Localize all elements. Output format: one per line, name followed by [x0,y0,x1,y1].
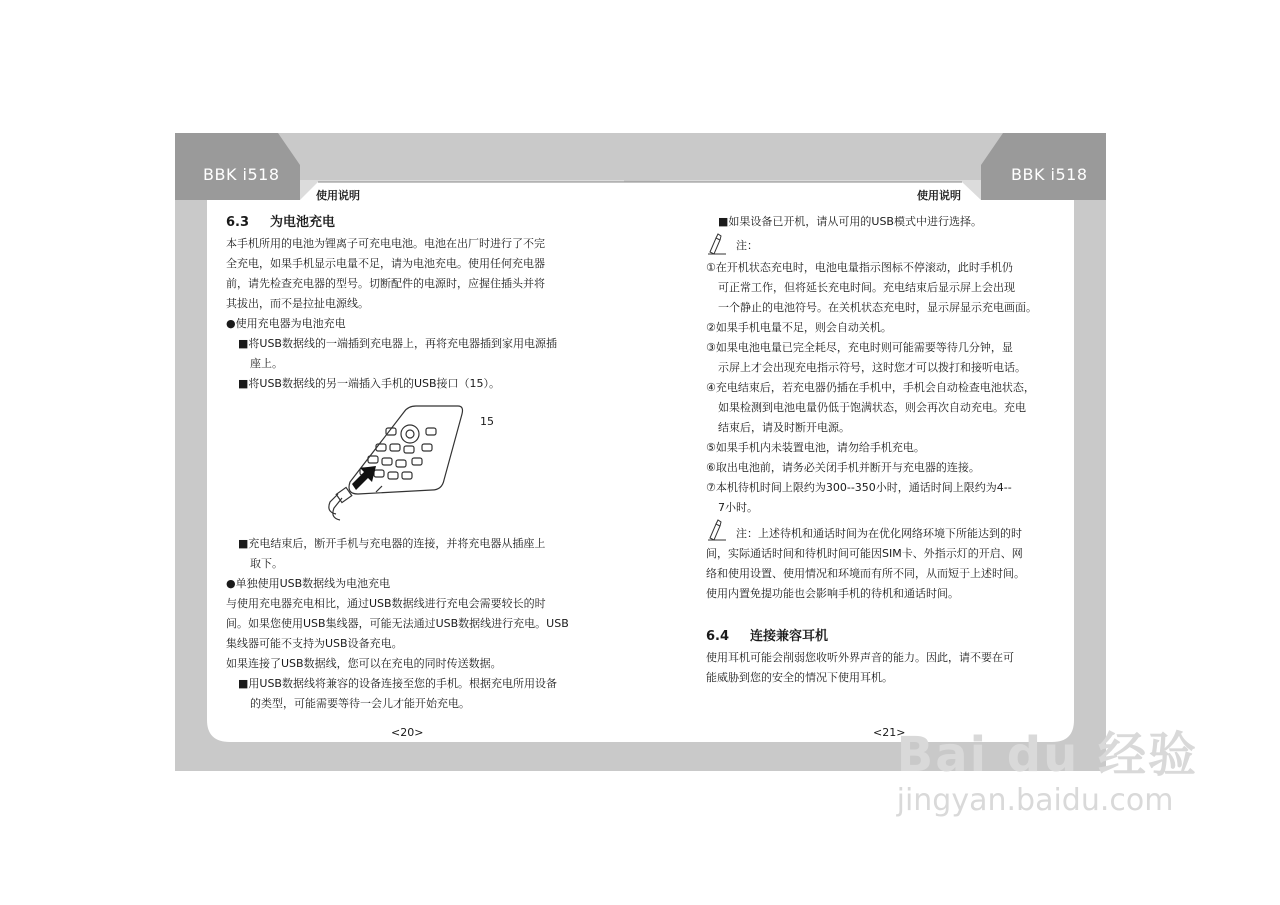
section-heading-6-4 [706,626,1062,648]
right-page-content [706,212,1062,688]
note-line: 7小时。 [718,501,758,514]
para-line: 能威胁到您的安全的情况下使用耳机。 [706,671,893,684]
para-line: 间。如果您使用USB集线器，可能无法通过USB数据线进行充电。USB [226,617,569,630]
note2-line: 间，实际通话时间和待机时间可能因SIM卡、外指示灯的开启、网 [706,547,1023,560]
bullet-charger: ●使用充电器为电池充电 [226,317,346,330]
step-line: 的类型，可能需要等待一会儿才能开始充电。 [250,697,470,710]
para-line: 与使用充电器充电相比，通过USB数据线进行充电会需要较长的时 [226,597,546,610]
page-number-left: <20> [391,726,424,739]
note2-line: 使用内置免提功能也会影响手机的待机和通话时间。 [706,587,959,600]
page-header-right: 使用说明 [917,189,961,202]
figure-callout-15: 15 [480,415,494,428]
note-line: 一个静止的电池符号。在关机状态充电时，显示屏显示充电画面。 [718,301,1037,314]
intro-line: 前，请先检查充电器的型号。切断配件的电源时，应握住插头并将 [226,277,545,290]
step-line: ■将USB数据线的一端插到充电器上，再将充电器插到家用电源插 [238,337,557,350]
note-line: ①在开机状态充电时，电池电量指示图标不停滚动，此时手机仍 [706,261,1013,274]
intro-line: 全充电，如果手机显示电量不足，请为电池充电。使用任何充电器 [226,257,545,270]
watermark-brand: Bai du 经验 [896,727,1198,783]
step-line: 取下。 [250,557,283,570]
note-line: ③如果电池电量已完全耗尽，充电时则可能需要等待几分钟，显 [706,341,1013,354]
note2-first-line [706,524,1062,544]
step-line: ■充电结束后，断开手机与充电器的连接，并将充电器从插座上 [238,537,546,550]
para-line: 集线器可能不支持为USB设备充电。 [226,637,403,650]
phone-charging-figure [226,394,586,534]
step-line: ■如果设备已开机，请从可用的USB模式中进行选择。 [718,215,982,228]
note-line: 可正常工作，但将延长充电时间。充电结束后显示屏上会出现 [718,281,1015,294]
page-header-left: 使用说明 [316,189,360,202]
note-line: ⑦本机待机时间上限约为300--350小时，通话时间上限约为4-- [706,481,1012,494]
note-label: 注： [736,239,758,252]
note-pen-icon [706,518,730,542]
note-line: ⑤如果手机内未装置电池，请勿给手机充电。 [706,441,925,454]
bullet-usb: ●单独使用USB数据线为电池充电 [226,577,391,590]
para-line: 如果连接了USB数据线，您可以在充电的同时传送数据。 [226,657,502,670]
phone-illustration [226,394,586,534]
note-line: 示屏上才会出现充电指示符号，这时您才可以拨打和接听电话。 [718,361,1026,374]
para-line: 使用耳机可能会削弱您收听外界声音的能力。因此，请不要在可 [706,651,1014,664]
section-heading-6-3 [226,212,586,234]
step-line: ■用USB数据线将兼容的设备连接至您的手机。根据充电所用设备 [238,677,557,690]
intro-line: 本手机所用的电池为锂离子可充电电池。电池在出厂时进行了不完 [226,237,545,250]
step-line: ■将USB数据线的另一端插入手机的USB接口（15）。 [238,377,501,390]
section-number: 6.3 [226,215,250,230]
section-title: 连接兼容耳机 [750,629,829,644]
note-line: 如果检测到电池电量仍低于饱满状态，则会再次自动充电。充电 [718,401,1026,414]
note-line: ④充电结束后，若充电器仍插在手机中，手机会自动检查电池状态， [706,381,1035,394]
left-page-content [226,212,586,714]
intro-line: 其拔出，而不是拉扯电源线。 [226,297,369,310]
brand-label-right: BBK i518 [1011,165,1088,184]
page-number-right: <21> [873,726,906,739]
note2-line: 注：上述待机和通话时间为在优化网络环境下所能达到的时 [736,527,1022,540]
note2-line: 络和使用设置、使用情况和环境而有所不同，从而短于上述时间。 [706,567,1025,580]
section-number: 6.4 [706,629,730,644]
step-line: 座上。 [250,357,283,370]
note-line: ⑥取出电池前，请务必关闭手机并断开与充电器的连接。 [706,461,980,474]
note-pen-icon [706,232,730,256]
note-line: 结束后，请及时断开电源。 [718,421,850,434]
section-title: 为电池充电 [270,215,336,230]
watermark-url: jingyan.baidu.com [896,783,1174,818]
note-heading [706,236,1062,258]
note-line: ②如果手机电量不足，则会自动关机。 [706,321,892,334]
baidu-watermark [897,727,1198,819]
brand-label-left: BBK i518 [203,165,280,184]
